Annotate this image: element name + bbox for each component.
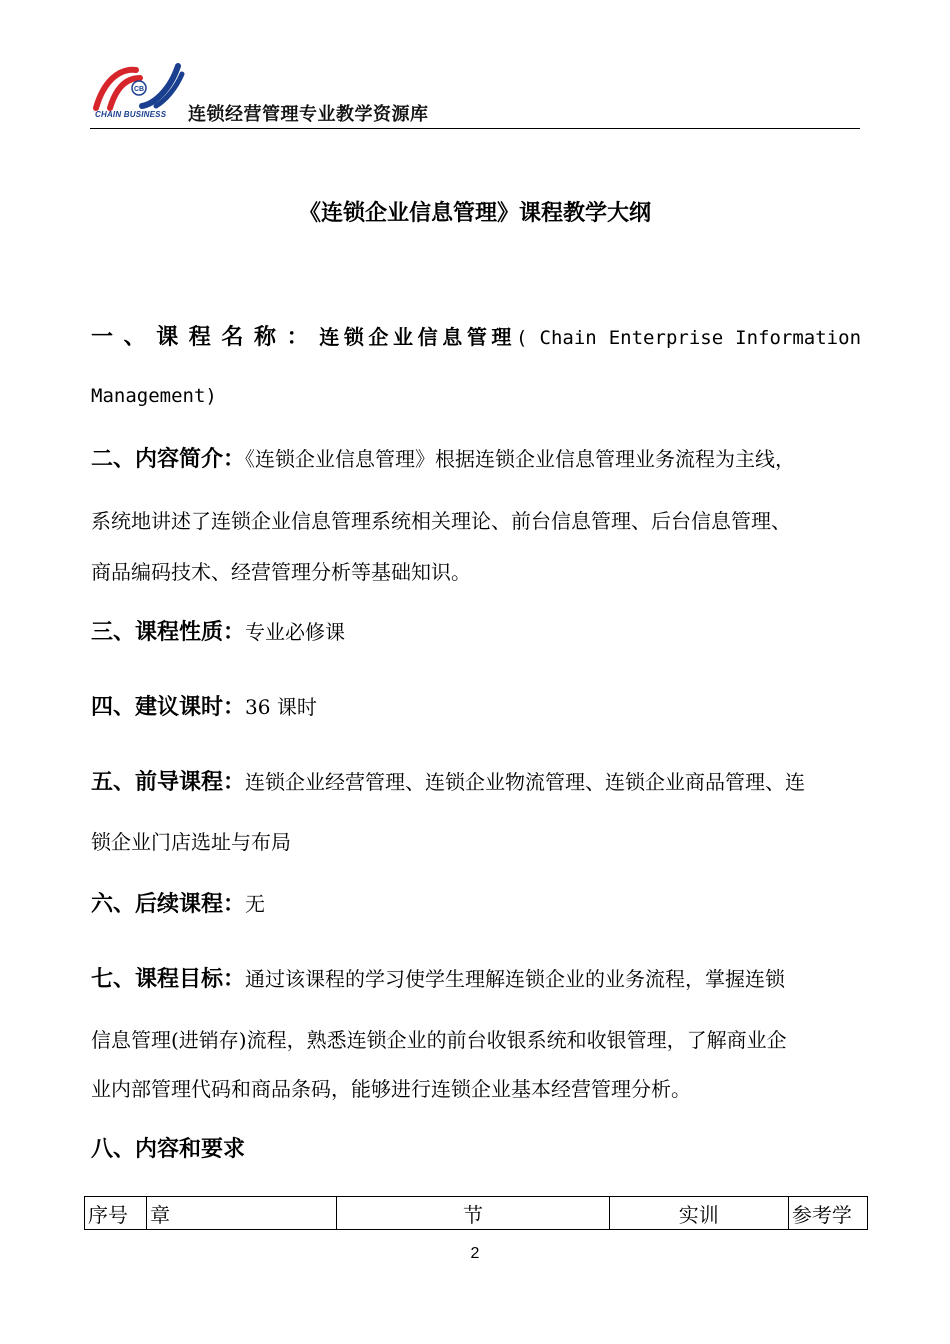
section-content bbox=[91, 1132, 861, 1163]
site-name: 连锁经营管理专业教学资源库 bbox=[188, 104, 429, 125]
section-course-name bbox=[91, 320, 861, 351]
summary-line-1: 《连锁企业信息管理》根据连锁企业信息管理业务流程为主线， bbox=[245, 447, 796, 471]
course-name-zh: 连锁企业信息管理 bbox=[319, 325, 517, 349]
course-name-en-line2 bbox=[91, 383, 861, 407]
heading-prereq: 五、前导课程： bbox=[91, 770, 246, 795]
prereq-line-2: 锁企业门店选址与布局 bbox=[91, 830, 291, 854]
header-section: 节 bbox=[337, 1197, 609, 1230]
course-name-en-2: Management) bbox=[91, 385, 217, 407]
heading-course-name: 一、课程名称： bbox=[91, 325, 320, 350]
nature-value: 专业必修课 bbox=[245, 620, 346, 644]
course-name-en-1: ( Chain Enterprise Information bbox=[516, 327, 862, 349]
header-hours: 参考学 bbox=[788, 1197, 867, 1230]
heading-nature: 三、课程性质： bbox=[91, 620, 246, 645]
prereq-line-1: 连锁企业经营管理、连锁企业物流管理、连锁企业商品管理、连 bbox=[245, 770, 806, 794]
header-chapter: 章 bbox=[147, 1197, 337, 1230]
logo-monogram: CB bbox=[133, 86, 145, 93]
section-followup bbox=[91, 887, 861, 918]
followup-value: 无 bbox=[245, 892, 266, 916]
objectives-line-2: 信息管理(进销存)流程，熟悉连锁企业的前台收银系统和收银管理，了解商业企 bbox=[91, 1028, 787, 1052]
heading-objectives: 七、课程目标： bbox=[91, 967, 246, 992]
content-table bbox=[84, 1196, 868, 1230]
document-title: 《连锁企业信息管理》课程教学大纲 bbox=[298, 201, 651, 226]
heading-summary: 二、内容简介： bbox=[91, 447, 246, 472]
objectives-line-3: 业内部管理代码和商品条码，能够进行连锁企业基本经营管理分析。 bbox=[91, 1077, 691, 1101]
brand-text: CHAIN BUSINESS bbox=[95, 110, 167, 119]
section-nature bbox=[91, 615, 861, 646]
heading-hours: 四、建议课时： bbox=[91, 695, 246, 720]
summary-line-2: 系统地讲述了连锁企业信息管理系统相关理论、前台信息管理、后台信息管理、 bbox=[91, 509, 791, 533]
heading-content: 八、内容和要求 bbox=[91, 1137, 246, 1162]
header-index: 序号 bbox=[85, 1197, 147, 1230]
section-prereq bbox=[91, 765, 861, 796]
heading-followup: 六、后续课程： bbox=[91, 892, 246, 917]
section-objectives bbox=[91, 962, 861, 993]
objectives-line-1: 通过该课程的学习使学生理解连锁企业的业务流程，掌握连锁 bbox=[245, 967, 786, 991]
page-number: 2 bbox=[470, 1245, 480, 1262]
section-summary bbox=[91, 442, 861, 473]
summary-line-3: 商品编码技术、经营管理分析等基础知识。 bbox=[91, 560, 471, 584]
section-hours bbox=[91, 690, 861, 721]
table-header-row bbox=[85, 1197, 868, 1230]
hours-value: 36 课时 bbox=[245, 695, 317, 719]
page-header bbox=[90, 58, 860, 129]
header-practice: 实训 bbox=[609, 1197, 788, 1230]
